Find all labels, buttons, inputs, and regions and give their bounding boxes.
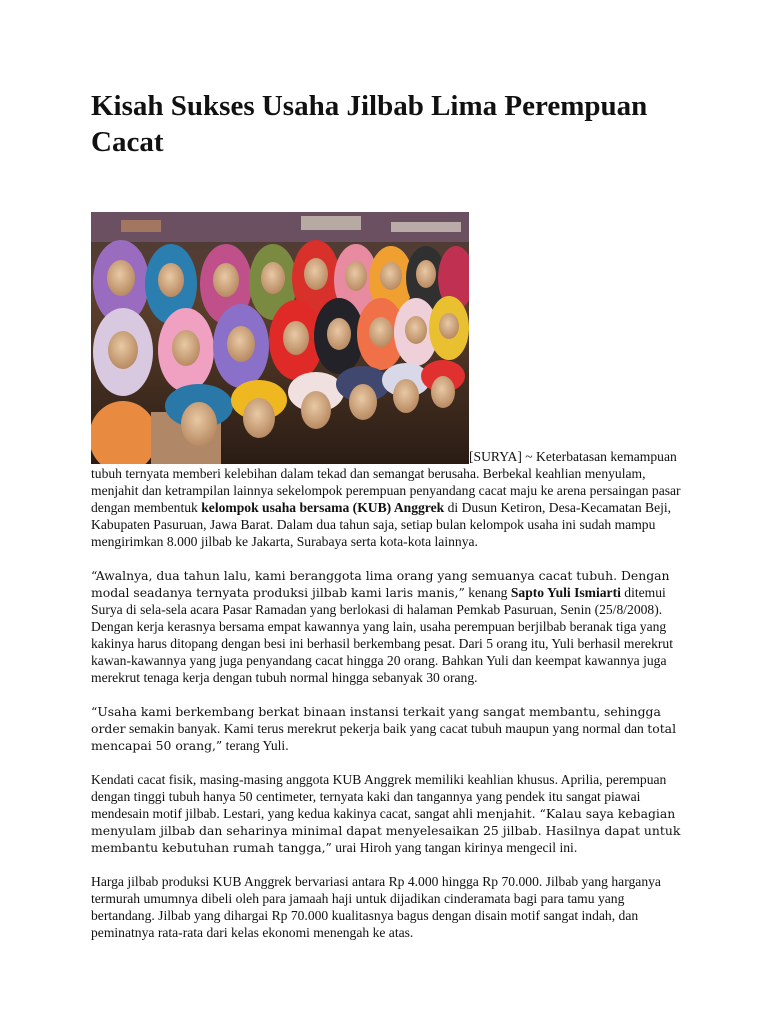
paragraph-2 (91, 567, 681, 686)
paragraph-4-quote: menjahit. “Kalau saya kebagian menyulam jilbab dan seharinya minimal dapat menyelesaikan 25 jilbab. Hasilnya dapat untuk membantu kebutuhan rumah tangga,” (91, 806, 681, 855)
paragraph-3-quote-b: total mencapai 50 orang,” (91, 721, 677, 753)
paragraph-3-tail: terang Yuli. (222, 738, 289, 753)
paragraph-2-quote: “Awalnya, dua tahun lalu, kami beranggota lima orang yang semuanya cacat tubuh. Dengan modal seadanya ternyata produksi jilbab kami laris manis,” (91, 568, 670, 600)
article-body (91, 448, 681, 958)
paragraph-3-text: semakin banyak. Kami terus merekrut pekerja baik yang cacat tubuh maupun yang normal dan (125, 721, 648, 736)
paragraph-1 (91, 448, 681, 550)
paragraph-1-tail: di Dusun Ketiron, Desa-Kecamatan Beji, Kabupaten Pasuruan, Jawa Barat. Dalam dua tahun saja, setiap bulan kelompok usaha ini sudah mampu mengirimkan 8.000 jilbab ke Jakarta, Surabaya serta kota-kota lainnya. (91, 500, 672, 549)
sapto-yuli-bold: Sapto Yuli Ismiarti (510, 585, 621, 600)
paragraph-3-quote-a: “Usaha kami berkembang berkat binaan instansi terkait yang sangat membantu, sehingga order (91, 704, 661, 736)
kub-anggrek-bold: kelompok usaha bersama (KUB) Anggrek (201, 500, 445, 515)
paragraph-5-text: Harga jilbab produksi KUB Anggrek bervariasi antara Rp 4.000 hingga Rp 70.000. Jilbab yang harganya termurah umumnya dibeli oleh para jamaah haji untuk dijadikan cinderamata bagi para tamu yang bertandang. Jilbab yang dihargai Rp 70.000 kualitasnya bagus dengan disain motif sangat indah, dan peminatnya rata-rata dari kelas ekonomi menengah ke atas. (91, 874, 661, 940)
paragraph-1-lead: [SURYA] ~ Keterbatasan kemampuan tubuh ternyata memberi kelebihan dalam tekad dan semangat berusaha. Berbekal keahlian menyulam, menjahit dan ketrampilan lainnya sekelompok perempuan penyandang cacat maju ke arena persaingan pasar dengan membentuk (91, 449, 681, 515)
paragraph-4 (91, 771, 681, 856)
paragraph-2-tail: ditemui Surya di sela-sela acara Pasar Ramadan yang berlokasi di halaman Pemkab Pasuruan, Senin (25/8/2008). Dengan kerja kerasnya bersama empat kawannya yang lain, usaha perempuan berjilbab beranak tiga yang kakinya harus ditopang dengan besi ini berhasil berkembang pesat. Dari 5 orang itu, Yuli berhasil merekrut kawan-kawannya yang juga penyandang cacat hingga 20 orang. Bahkan Yuli dan keempat kawannya juga merekrut tenaga kerja dengan tubuh normal hingga sebanyak 30 orang. (91, 585, 673, 685)
paragraph-4-tail: urai Hiroh yang tangan kirinya mengecil ini. (331, 840, 578, 855)
paragraph-5 (91, 873, 681, 941)
paragraph-3 (91, 703, 681, 754)
photo-float-spacer (91, 448, 469, 462)
article-photo (91, 212, 469, 464)
paragraph-4-text: Kendati cacat fisik, masing-masing anggota KUB Anggrek memiliki keahlian khusus. Aprilia, perempuan dengan tinggi tubuh hanya 50 centimeter, ternyata kaki dan tangannya yang pendek itu sangat piawai mendesain motif jilbab. Lestari, yang kedua kakinya cacat, sangat ahli (91, 772, 667, 821)
paragraph-2-mid: kenang (464, 585, 511, 600)
article-title: Kisah Sukses Usaha Jilbab Lima Perempuan Cacat (91, 90, 648, 158)
